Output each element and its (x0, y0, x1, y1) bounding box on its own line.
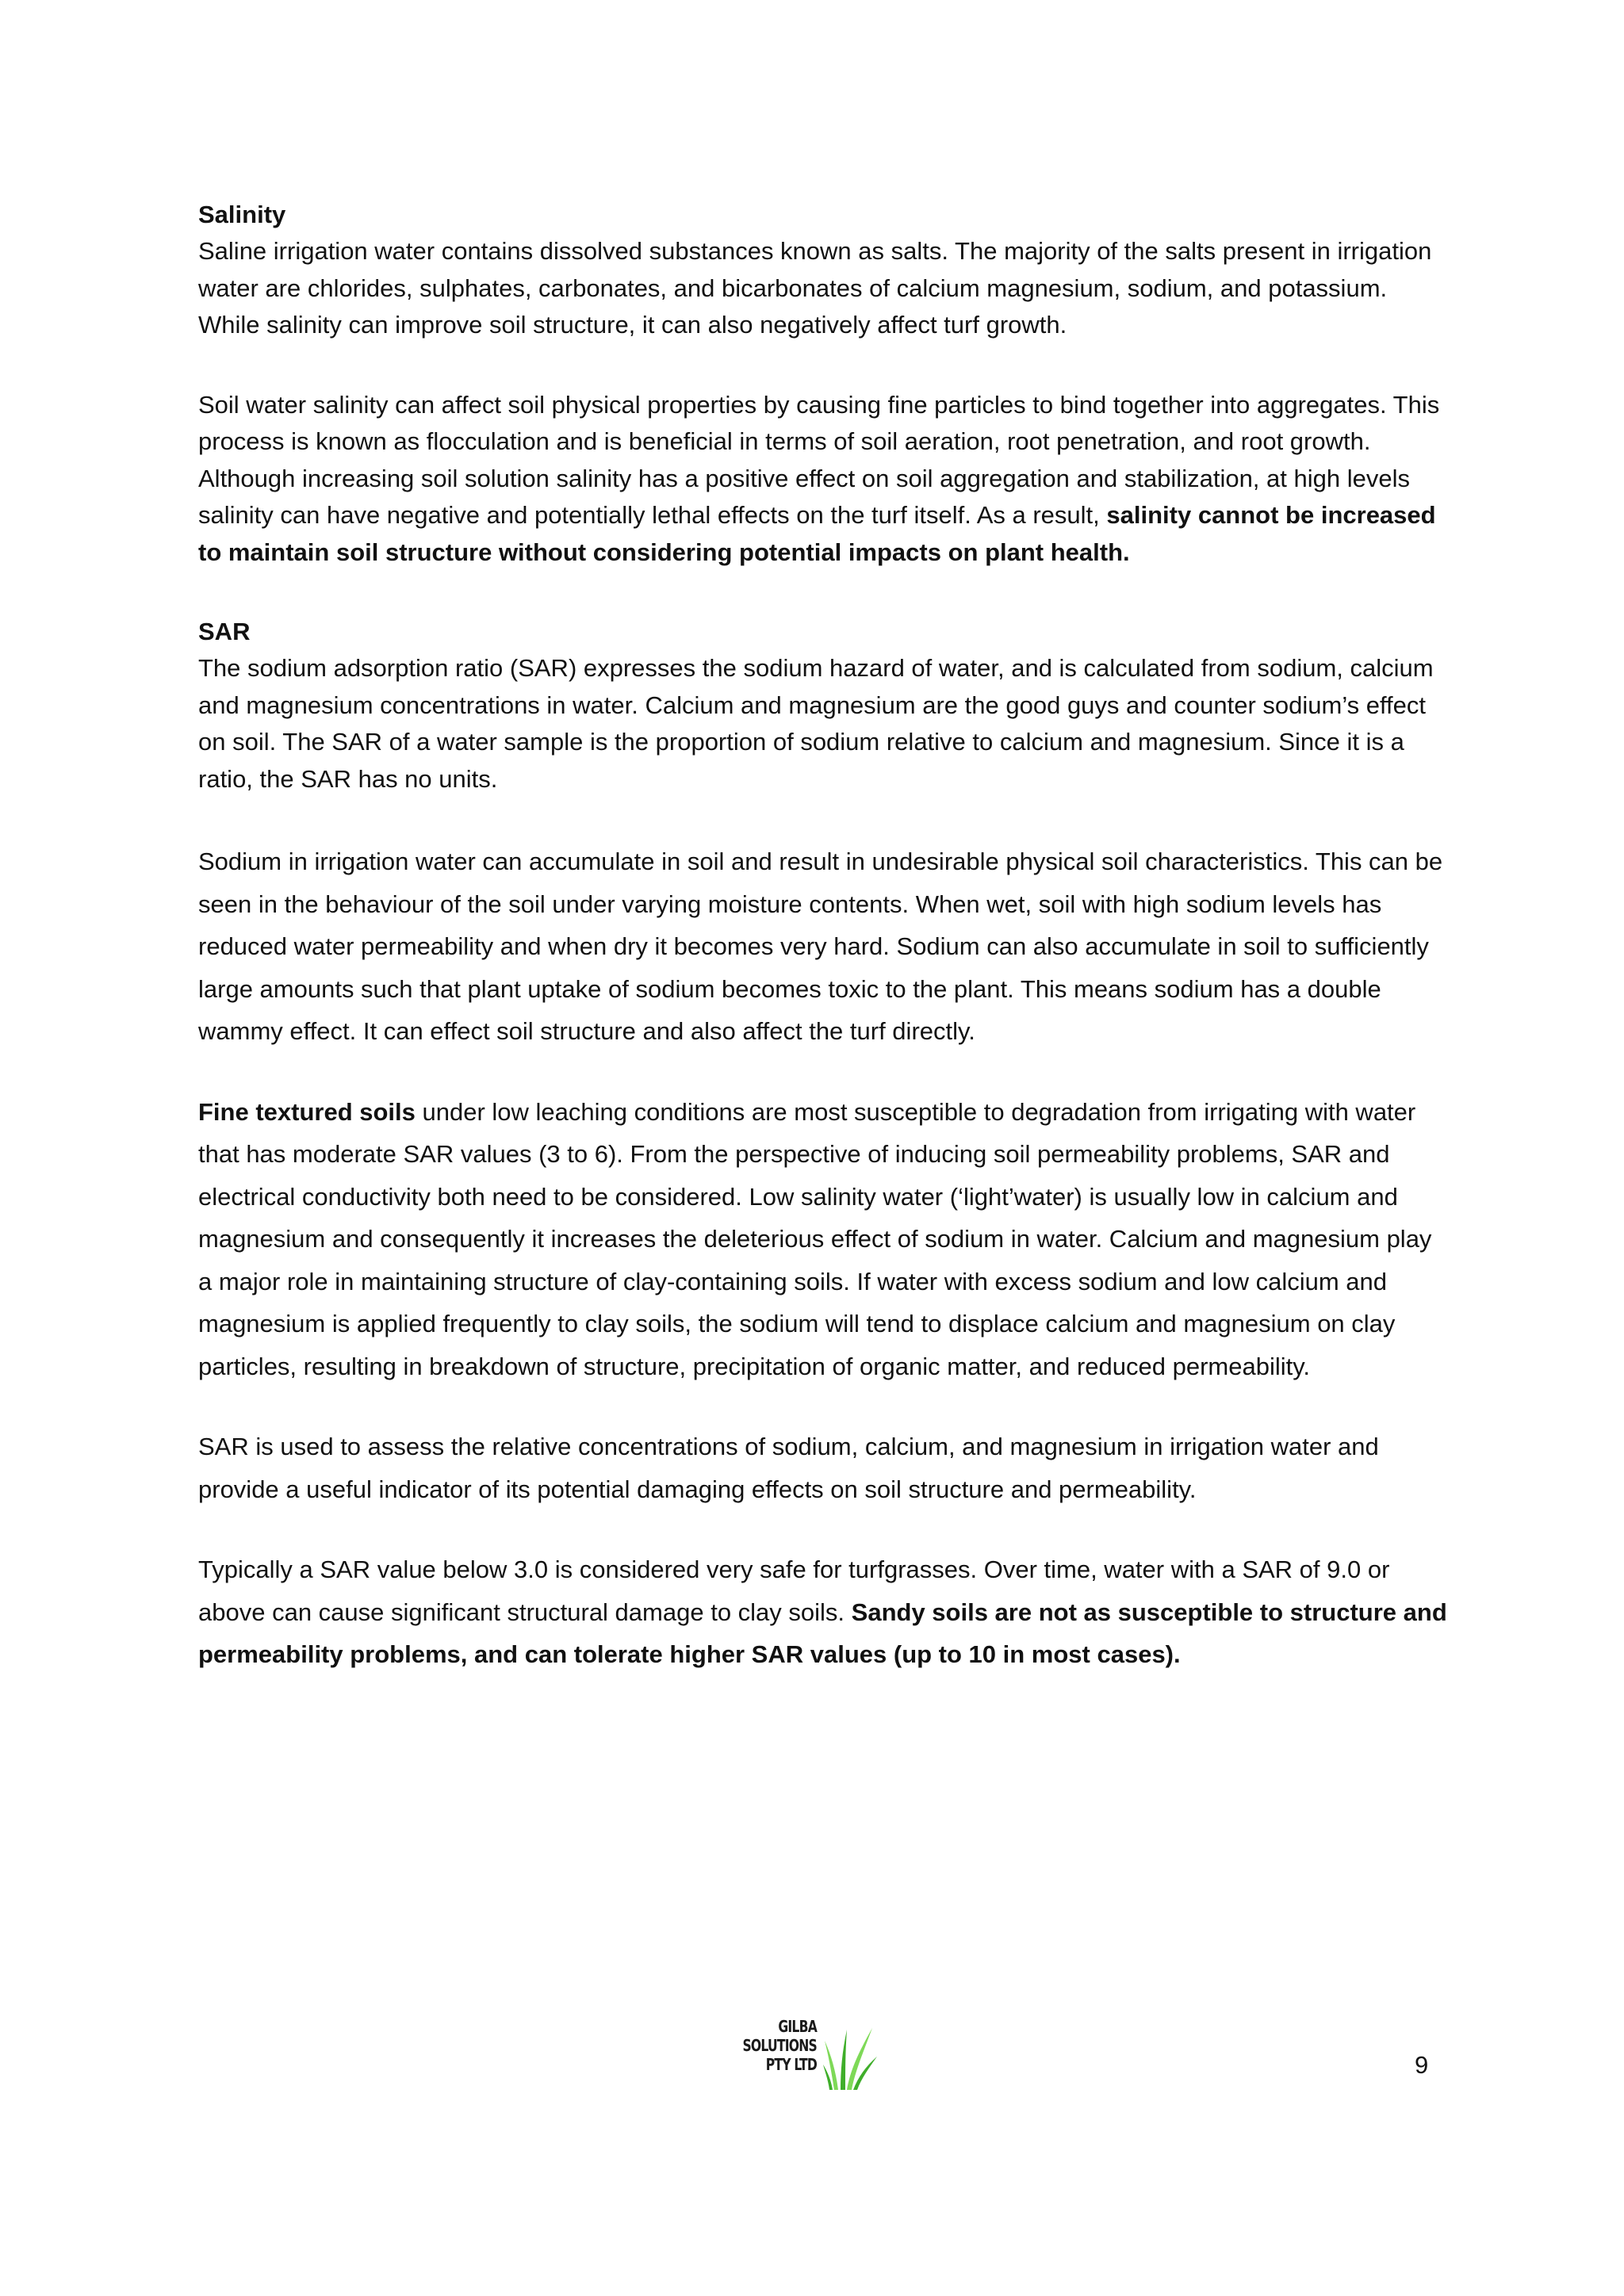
sar-paragraph-5-text: Typically a SAR value below 3.0 is considered very safe for turfgrasses. Over time, water with a SAR of 9.0 or above can cause significant structural damage to clay soils. (198, 1556, 1390, 1626)
sar-paragraph-2: Sodium in irrigation water can accumulate in soil and result in undesirable physical soil characteristics. This can be seen in the behaviour of the soil under varying moisture contents. When wet, soil with high sodium levels has reduced water permeability and when dry it becomes very hard. Sodium can also accumulate in soil to sufficiently large amounts such that plant uptake of sodium becomes toxic to the plant. This means sodium has a double wammy effect. It can effect soil structure and also affect the turf directly. (198, 848, 1443, 1045)
salinity-paragraph-2 (198, 387, 1451, 572)
salinity-paragraph-2-bold: salinity cannot be increased to maintain soil structure without considering potential impacts on plant health. (198, 501, 1436, 566)
logo-wordmark (742, 2017, 817, 2074)
page-content (198, 197, 1451, 1676)
sar-paragraph-5-bold: Sandy soils are not as susceptible to structure and permeability problems, and can tolerate higher SAR values (up to 10 in most cases). (198, 1598, 1447, 1668)
logo-line-1: GILBA (778, 2017, 817, 2036)
logo-line-3: PTY LTD (765, 2055, 817, 2074)
salinity-paragraph-2-text: Soil water salinity can affect soil physical properties by causing fine particles to bind together into aggregates. This process is known as flocculation and is beneficial in terms of soil aeration, root penetration, and root growth. Although increasing soil solution salinity has a positive effect on soil aggregation and stabilization, at high levels salinity can have negative and potentially lethal effects on the turf itself. As a result, (198, 390, 1440, 529)
grass-logo-icon (823, 2014, 879, 2093)
sar-paragraph-3 (198, 1091, 1451, 1388)
company-logo (722, 2014, 880, 2101)
sar-paragraph-5 (198, 1548, 1451, 1676)
sar-paragraph-4: SAR is used to assess the relative concentrations of sodium, calcium, and magnesium in irrigation water and provide a useful indicator of its potential damaging effects on soil structure and permeability. (198, 1433, 1379, 1503)
logo-line-2: SOLUTIONS (742, 2036, 817, 2055)
sar-heading: SAR (198, 618, 251, 645)
salinity-heading: Salinity (198, 201, 286, 228)
sar-paragraph-3-text: under low leaching conditions are most susceptible to degradation from irrigating with water that has moderate SAR values (3 to 6). From the perspective of inducing soil permeability problems, SAR and electrical conductivity both need to be considered. Low salinity water (‘light’water) is usually low in calcium and magnesium and consequently it increases the deleterious effect of sodium in water. Calcium and magnesium play a major role in maintaining structure of clay-containing soils. If water with excess sodium and low calcium and magnesium is applied frequently to clay soils, the sodium will tend to displace calcium and magnesium on clay particles, resulting in breakdown of structure, precipitation of organic matter, and reduced permeability. (198, 1097, 1432, 1380)
sar-paragraph-3-bold: Fine textured soils (198, 1097, 416, 1126)
page-number: 9 (1415, 2051, 1429, 2079)
sar-paragraph-1: The sodium adsorption ratio (SAR) expresses the sodium hazard of water, and is calculated from sodium, calcium and magnesium concentrations in water. Calcium and magnesium are the good guys and counter sodium’s effect on soil. The SAR of a water sample is the proportion of sodium relative to calcium and magnesium. Since it is a ratio, the SAR has no units. (198, 654, 1434, 793)
salinity-paragraph-1: Saline irrigation water contains dissolved substances known as salts. The majority of the salts present in irrigation water are chlorides, sulphates, carbonates, and bicarbonates of calcium magnesium, sodium, and potassium. While salinity can improve soil structure, it can also negatively affect turf growth. (198, 237, 1432, 339)
